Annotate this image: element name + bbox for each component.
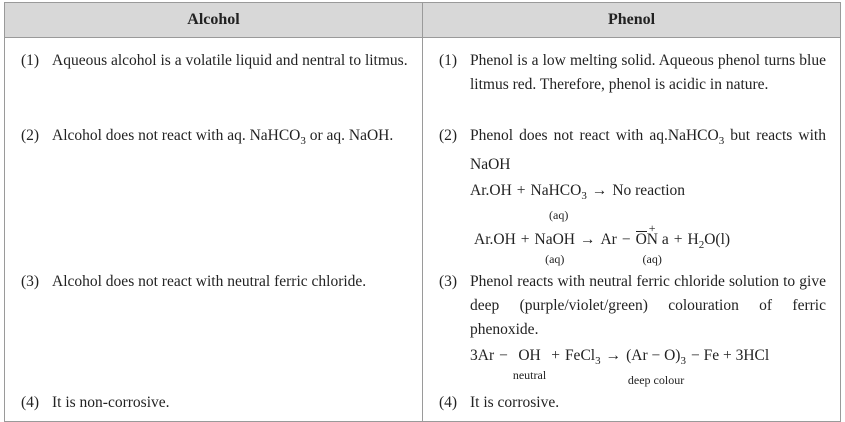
item-number: (4)	[21, 394, 40, 412]
eq-arrow: →	[605, 347, 622, 365]
positive-charge: +	[648, 221, 656, 236]
eq-reactant: Ar.OH	[470, 182, 512, 200]
subscript: 3	[581, 190, 587, 203]
eq-plus: +	[673, 231, 683, 249]
eq-arrow: →	[579, 231, 596, 249]
eq-product-group	[626, 344, 686, 387]
eq-product: No reaction	[612, 182, 686, 200]
subscript: 3	[595, 355, 601, 368]
eq-product-group	[635, 221, 669, 267]
eq-reactant: 3Ar	[470, 347, 495, 365]
eq-atom: O	[635, 231, 647, 249]
subscript: 3	[300, 135, 306, 148]
eq-bond: −	[499, 347, 508, 365]
eq-reagent-group	[535, 228, 575, 266]
eq-reactant-group	[513, 344, 546, 382]
eq-state-label: (aq)	[642, 252, 662, 267]
table-row	[5, 38, 841, 122]
alcohol-cell	[5, 266, 423, 387]
table-row	[5, 387, 841, 422]
eq-atom: O(l)	[704, 231, 731, 249]
eq-product: − Fe + 3HCl	[690, 347, 770, 365]
eq-reagent: NaOH	[534, 231, 575, 249]
alcohol-cell	[5, 38, 423, 122]
phenol-text: It is corrosive.	[470, 394, 560, 412]
item-number: (3)	[439, 273, 458, 291]
phenol-text: Phenol is a low melting solid. Aqueous phenol turns blue litmus red. Therefore, phenol is acidic in nature.	[470, 52, 826, 93]
table-row	[5, 121, 841, 266]
alcohol-cell	[5, 121, 423, 266]
alcohol-text: It is non-corrosive.	[52, 394, 170, 412]
item-number: (2)	[21, 127, 40, 144]
phenol-cell	[423, 387, 841, 422]
subscript: 3	[718, 135, 725, 148]
oxygen-with-bar	[636, 228, 647, 252]
eq-reagent: NaHCO	[530, 182, 582, 200]
header-phenol: Phenol	[423, 3, 841, 38]
alcohol-cell	[5, 387, 423, 422]
item-number: (1)	[21, 52, 40, 69]
eq-plus: +	[551, 347, 560, 365]
phenol-cell	[423, 266, 841, 387]
subscript: 3	[680, 355, 686, 368]
negative-bar	[636, 231, 647, 232]
alcohol-text-cont: or aq. NaOH.	[305, 127, 394, 144]
eq-atom: OH	[518, 347, 541, 365]
eq-atom: H	[687, 231, 699, 249]
phenol-text: Phenol reacts with neutral ferric chloride solution to give deep (purple/violet/green) colouration of ferric phenoxide.	[470, 273, 826, 339]
eq-state-label: (aq)	[545, 252, 565, 267]
eq-bond: −	[621, 231, 631, 249]
alcohol-text: Alcohol does not react with aq. NaHCO	[52, 127, 301, 144]
eq-atom: a	[661, 231, 669, 249]
alcohol-text: Aqueous alcohol is a volatile liquid and nentral to litmus.	[52, 52, 408, 69]
nitrogen-with-charge	[646, 221, 658, 252]
table-row	[5, 266, 841, 387]
equation-sodium-hydroxide	[474, 221, 826, 267]
item-number: (2)	[439, 127, 458, 144]
eq-atom: N	[646, 231, 658, 249]
item-number: (1)	[439, 52, 458, 69]
item-number: (3)	[21, 273, 40, 291]
phenol-text: Phenol does not react with aq.NaHCO	[470, 127, 719, 144]
alcohol-phenol-comparison-table	[4, 2, 841, 422]
phenol-cell	[423, 121, 841, 266]
eq-plus: +	[520, 231, 530, 249]
header-alcohol: Alcohol	[5, 3, 423, 38]
equation-ferric-chloride	[470, 344, 826, 387]
eq-plus: +	[516, 182, 526, 200]
phenol-text-cont: but reacts with NaOH	[470, 127, 826, 174]
header-row	[5, 3, 841, 38]
eq-product: (Ar − O)	[626, 347, 681, 365]
eq-product: Ar	[600, 231, 617, 249]
item-number: (4)	[439, 394, 458, 412]
eq-arrow: →	[591, 182, 608, 200]
eq-reagent-group	[531, 179, 587, 222]
eq-reactant: Ar.OH	[474, 231, 516, 249]
subscript: 2	[698, 239, 705, 252]
eq-state-label: neutral	[512, 368, 547, 383]
eq-state-label: deep colour	[627, 373, 685, 388]
alcohol-text: Alcohol does not react with neutral ferric chloride.	[52, 273, 367, 291]
eq-reagent: FeCl	[564, 347, 596, 365]
eq-state-label: (aq)	[549, 208, 569, 223]
phenol-cell	[423, 38, 841, 122]
